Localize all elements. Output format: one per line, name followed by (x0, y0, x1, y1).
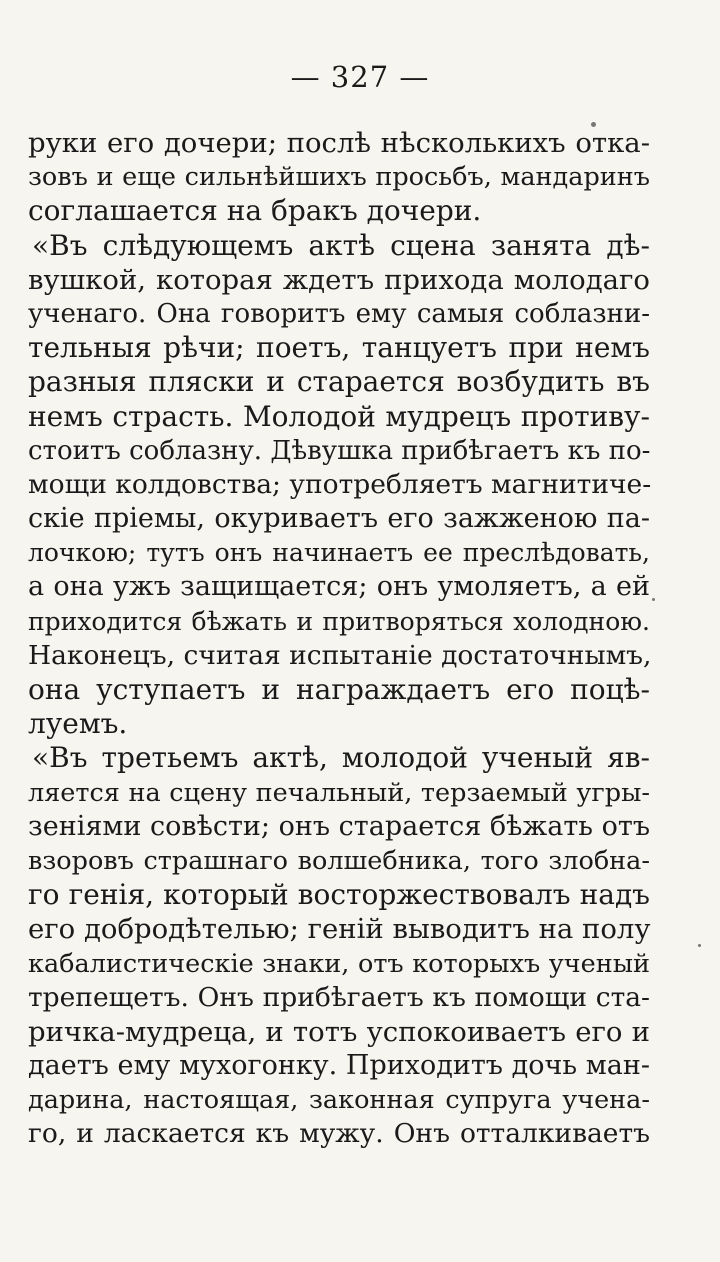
text-line: «Въ слѣдующемъ актѣ сцена занята дѣ- (32, 228, 650, 262)
text-line: ляется на сцену печальный, терзаемый угры- (28, 777, 650, 808)
text-line: вушкой, которая ждетъ прихода молодаго (28, 263, 650, 296)
text-line: его добродѣтелью; геній выводитъ на полу (28, 913, 651, 946)
page-number: — 327 — (290, 60, 430, 94)
text-line: «Въ третьемъ актѣ, молодой ученый яв- (32, 741, 650, 775)
text-line: тельныя рѣчи; поетъ, танцуетъ при немъ (28, 331, 650, 365)
text-line: зовъ и еще сильнѣйшихъ просьбъ, мандаринъ (28, 162, 650, 193)
print-speck (698, 944, 701, 947)
text-line: скіе пріемы, окуриваетъ его зажженою па- (28, 503, 650, 535)
text-line: руки его дочери; послѣ нѣсколькихъ отка- (28, 127, 650, 159)
text-line: приходится бѣжать и притворяться холодною. (28, 606, 650, 636)
text-line: стоитъ соблазну. Дѣвушка прибѣгаетъ къ по- (28, 435, 651, 466)
text-line: лочкою; тутъ онъ начинаетъ ее преслѣдовать, (28, 538, 650, 568)
text-line: а она ужъ защищается; онъ умоляетъ, а ей (28, 571, 650, 603)
body-text (28, 126, 650, 1152)
print-speck (591, 122, 596, 127)
text-line: мощи колдовства; употребляетъ магнитиче- (28, 468, 652, 500)
text-line: зеніями совѣсти; онъ старается бѣжать отъ (28, 810, 650, 842)
text-line: разныя пляски и старается возбудить въ (28, 365, 650, 399)
text-line: го, и ласкается къ мужу. Онъ отталкиваетъ (28, 1118, 650, 1150)
text-line: луемъ. (28, 707, 128, 741)
text-line: немъ страсть. Молодой мудрецъ противу- (28, 399, 650, 433)
text-line: взоровъ страшнаго волшебника, того злобна- (28, 845, 650, 876)
print-speck (652, 598, 655, 601)
text-line: даетъ ему мухогонку. Приходитъ дочь ман- (28, 1050, 650, 1082)
text-line: го генія, который восторжествовалъ надъ (28, 878, 650, 912)
text-line: дарина, настоящая, законная супруга учена- (28, 1085, 650, 1116)
text-line: Наконецъ, считая испытаніе достаточнымъ, (28, 639, 652, 671)
text-line: соглашается на бракъ дочери. (28, 194, 482, 228)
text-line: кабалистическіе знаки, отъ которыхъ ученый (28, 948, 650, 979)
text-line: ричка-мудреца, и тотъ успокоиваетъ его и (28, 1015, 650, 1048)
text-line: трепещетъ. Онъ прибѣгаетъ къ помощи ста- (28, 981, 650, 1013)
text-line: ученаго. Она говоритъ ему самыя соблазни- (28, 298, 650, 329)
text-line: она уступаетъ и награждаетъ его поцѣ- (28, 673, 650, 706)
